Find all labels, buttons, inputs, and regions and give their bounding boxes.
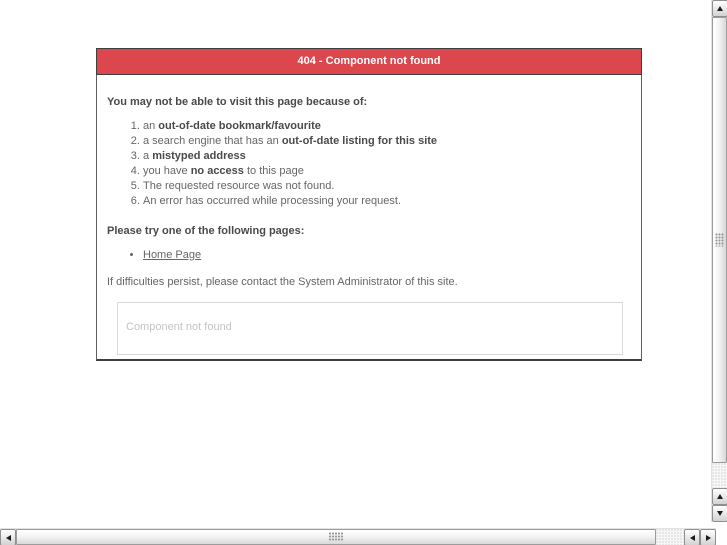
- vertical-scrollbar-thumb[interactable]: [712, 17, 727, 463]
- reason-text: a search engine that has an: [143, 135, 282, 147]
- list-item: [143, 248, 631, 263]
- reason-text: a: [143, 150, 153, 162]
- component-message-box: [117, 302, 623, 355]
- reason-text: to this page: [243, 165, 304, 177]
- arrow-right-icon: [706, 535, 711, 541]
- error-body: [96, 75, 642, 361]
- reason-text: An error has occurred while processing your request.: [143, 195, 402, 207]
- page-title: 404 - Component not found: [297, 55, 441, 67]
- horizontal-scrollbar[interactable]: [0, 528, 716, 545]
- scroll-down-button[interactable]: [712, 505, 727, 522]
- intro-heading: You may not be able to visit this page because of:: [107, 96, 368, 108]
- reason-item: [143, 134, 631, 149]
- thumb-grip-icon: [329, 533, 343, 542]
- arrow-up-icon: [717, 494, 723, 499]
- horizontal-scrollbar-thumb[interactable]: [16, 529, 656, 545]
- reason-text: The requested resource was not found.: [143, 180, 335, 192]
- suggested-pages-list: [107, 248, 631, 263]
- error-panel: [96, 48, 642, 361]
- vertical-scrollbar-track[interactable]: [712, 463, 727, 488]
- reason-bold: no access: [190, 165, 244, 177]
- vertical-scrollbar[interactable]: [711, 0, 727, 522]
- component-message-text: Component not found: [126, 321, 232, 333]
- arrow-left-icon: [690, 535, 695, 541]
- scroll-up-button-bottom[interactable]: [712, 488, 727, 505]
- reason-item: [143, 164, 631, 179]
- reason-text: an: [143, 120, 159, 132]
- contact-admin-text: If difficulties persist, please contact the System Administrator of this site.: [107, 276, 458, 288]
- thumb-grip-icon: [715, 234, 724, 247]
- horizontal-scrollbar-track[interactable]: [656, 529, 684, 545]
- arrow-up-icon: [717, 6, 723, 11]
- reason-item: [143, 149, 631, 164]
- reason-bold: out-of-date listing for this site: [281, 135, 438, 147]
- scroll-right-button[interactable]: [700, 529, 716, 545]
- reason-bold: mistyped address: [152, 150, 246, 162]
- scroll-left-button[interactable]: [0, 529, 16, 545]
- reason-item: [143, 194, 631, 209]
- home-page-link[interactable]: Home Page: [143, 249, 202, 261]
- reason-text: you have: [143, 165, 191, 177]
- scroll-left-button-right-end[interactable]: [684, 529, 700, 545]
- reason-item: [143, 119, 631, 134]
- reason-list: [107, 119, 631, 209]
- arrow-down-icon: [717, 511, 723, 516]
- error-header: [96, 48, 642, 75]
- reason-bold: out-of-date bookmark/favourite: [158, 120, 321, 132]
- suggestion-heading: Please try one of the following pages:: [107, 225, 305, 237]
- scroll-up-button[interactable]: [712, 0, 727, 17]
- arrow-left-icon: [6, 535, 11, 541]
- reason-item: [143, 179, 631, 194]
